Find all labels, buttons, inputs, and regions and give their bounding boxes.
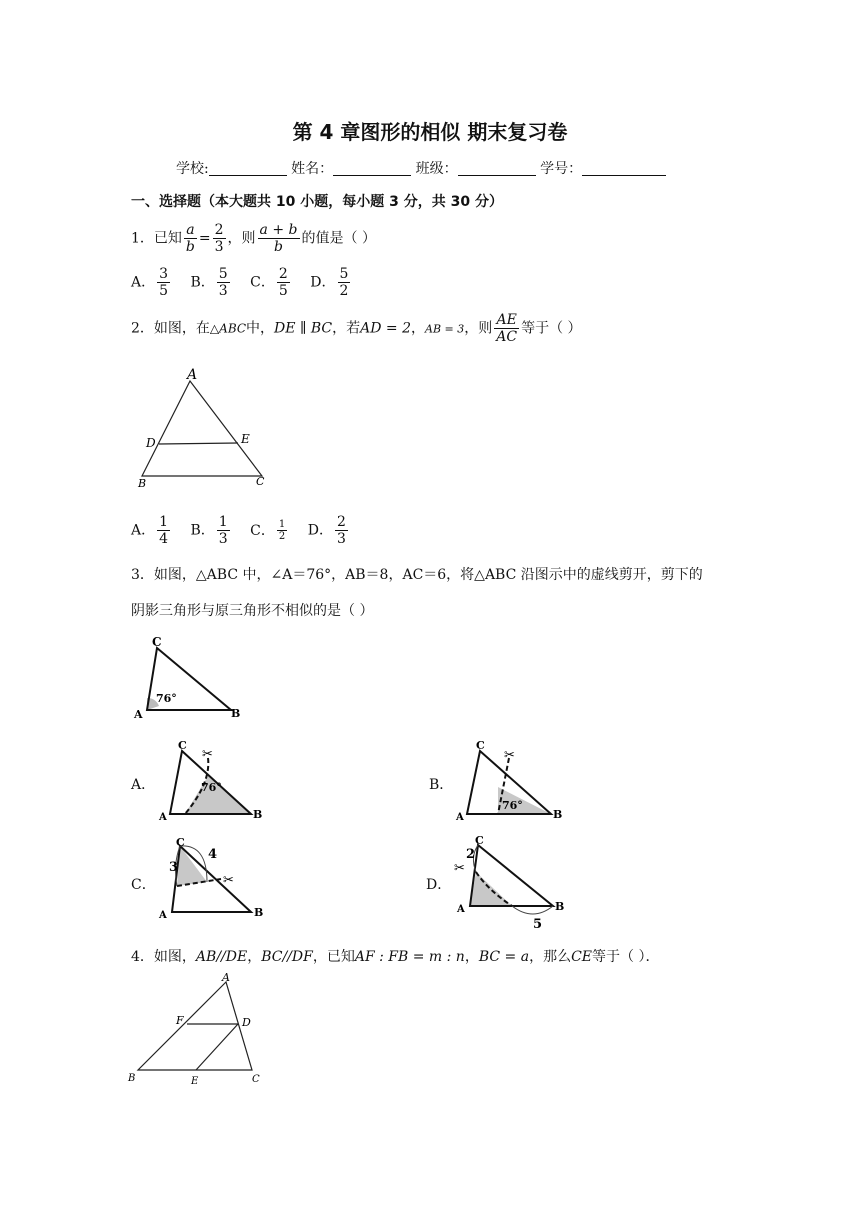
number-blank[interactable] — [582, 161, 666, 176]
question-2: 2．如图，在△ABC中，DE ∥ BC，若AD = 2，AB = 3，则 $\frac{AE}{AC}$ 等于（ ） — [131, 312, 582, 346]
q3-option-d[interactable]: D． — [426, 877, 452, 893]
q3a-label-a: A — [159, 812, 167, 823]
question-4: 4．如图，AB//DE，BC//DF，已知AF : FB = m : n，BC = a，那么CE等于（ ）． — [131, 949, 660, 965]
q2-label-d: D — [146, 436, 156, 450]
q1-option-c[interactable]: C． $\frac{2}{5}$ — [250, 266, 288, 300]
q3d-label-b: B — [555, 900, 565, 913]
q3c-label-c: C — [176, 836, 185, 849]
q3-label-c: C — [152, 635, 162, 649]
q4-segment-de — [196, 1024, 238, 1070]
q3-option-c-figure — [155, 834, 275, 924]
class-blank[interactable] — [458, 161, 536, 176]
q3-option-b[interactable]: B． — [429, 777, 454, 793]
q1-mid: ，则 — [227, 230, 256, 247]
q2-label-a: A — [187, 367, 198, 383]
q3-line-1: 3．如图，△ABC 中，∠A＝76°，AB＝8，AC＝6，将△ABC 沿图示中的虚线剪开，剪下的 — [131, 567, 703, 583]
q3c-label-b: B — [254, 906, 264, 919]
q1-frac-apb-b: $\frac{a + b}{b}$ — [259, 222, 298, 256]
q3d-arc-5 — [512, 906, 553, 914]
q4-label-c: C — [252, 1074, 260, 1085]
q3d-length-5: 5 — [533, 917, 543, 932]
q3a-angle-label: 76° — [201, 781, 222, 794]
q3-line-2: 阴影三角形与原三角形不相似的是（ ） — [131, 603, 374, 619]
q3-option-a-figure — [155, 738, 275, 824]
q1-option-b[interactable]: B． $\frac{5}{3}$ — [190, 266, 228, 300]
q3-option-d-figure — [448, 832, 568, 932]
q3-label-b: B — [231, 707, 241, 720]
question-1 — [131, 222, 376, 255]
q2-option-d[interactable]: D． $\frac{2}{3}$ — [307, 514, 346, 548]
q2-triangle: △ABC — [209, 321, 247, 336]
name-label: 姓名： — [291, 161, 334, 177]
student-info-line — [176, 158, 666, 178]
q3-option-b-figure — [452, 738, 572, 824]
school-blank[interactable] — [209, 161, 287, 176]
q1-frac-2-3: $\frac{2}{3}$ — [214, 222, 224, 256]
q3c-length-4: 4 — [208, 847, 218, 862]
q2-label-c: C — [256, 475, 265, 488]
q4-label-a: A — [222, 971, 230, 984]
q4-label-f: F — [176, 1014, 184, 1027]
scissors-icon: ✂ — [504, 748, 515, 763]
q3c-length-3: 3 — [169, 860, 179, 875]
q4-figure — [124, 968, 274, 1090]
q3-option-c[interactable]: C． — [131, 877, 156, 893]
number-label: 学号： — [540, 161, 583, 177]
q3d-label-c: C — [475, 834, 484, 847]
class-label: 班级： — [415, 161, 458, 177]
q3b-angle-label: 76° — [502, 799, 523, 812]
q2-label-e: E — [241, 432, 250, 446]
q1-option-a[interactable]: A． $\frac{3}{5}$ — [131, 266, 169, 300]
q4-label-d: D — [242, 1016, 251, 1029]
section-heading: 一、选择题（本大题共 10 小题，每小题 3 分，共 30 分） — [131, 194, 503, 210]
q4-triangle-abc — [138, 982, 252, 1070]
q1-options — [131, 266, 366, 299]
q1-eq: = — [198, 230, 211, 247]
q3b-label-c: C — [476, 739, 485, 752]
name-blank[interactable] — [333, 161, 411, 176]
q3-angle-label: 76° — [156, 692, 177, 705]
q1-frac-a-b: $\frac{a}{b}$ — [185, 222, 195, 256]
q4-label-b: B — [128, 1073, 136, 1084]
q2-figure — [130, 365, 280, 490]
q3-label-a: A — [134, 708, 143, 721]
q3c-label-a: A — [159, 910, 167, 921]
q1-prefix: 1．已知 — [131, 230, 182, 247]
q4-label-e: E — [191, 1076, 199, 1087]
scissors-icon: ✂ — [454, 861, 465, 876]
q2-triangle-abc — [142, 381, 262, 476]
page-title: 第 4 章图形的相似 期末复习卷 — [292, 120, 568, 144]
q3a-label-c: C — [178, 739, 187, 752]
q2-label-b: B — [138, 477, 147, 490]
q1-suffix: 的值是（ ） — [301, 230, 376, 247]
q2-option-c[interactable]: C． $\frac{1}{2}$ — [250, 518, 286, 543]
q3a-label-b: B — [253, 808, 263, 821]
q3d-label-a: A — [457, 904, 465, 915]
q3d-length-2: 2 — [466, 847, 476, 862]
q1-option-d[interactable]: D． $\frac{5}{2}$ — [310, 266, 349, 300]
q2-option-b[interactable]: B． $\frac{1}{3}$ — [190, 514, 228, 548]
q3b-label-b: B — [553, 808, 563, 821]
q2-option-a[interactable]: A． $\frac{1}{4}$ — [131, 514, 169, 548]
school-label: 学校: — [176, 161, 209, 177]
q2-segment-de — [159, 443, 238, 444]
q2-frac-ae-ac: $\frac{AE}{AC}$ — [496, 312, 518, 346]
q3b-label-a: A — [456, 812, 464, 823]
scissors-icon: ✂ — [223, 873, 234, 888]
q3-option-a[interactable]: A． — [131, 777, 156, 793]
q2-options — [131, 514, 364, 547]
scissors-icon: ✂ — [202, 747, 213, 762]
q3-figure — [130, 632, 260, 722]
